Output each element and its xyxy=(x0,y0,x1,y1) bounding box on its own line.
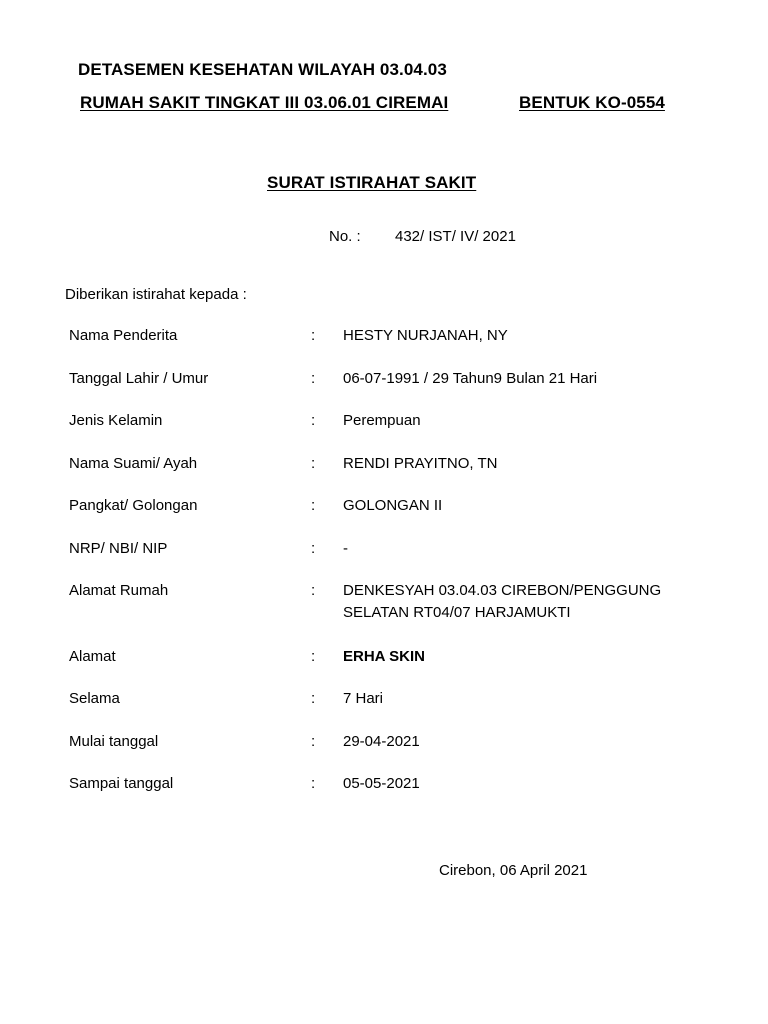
field-label: Tanggal Lahir / Umur xyxy=(69,370,209,387)
field-label: Jenis Kelamin xyxy=(69,412,163,429)
field-value-line2: SELATAN RT04/07 HARJAMUKTI xyxy=(343,604,571,621)
intro-text: Diberikan istirahat kepada : xyxy=(65,286,247,303)
field-value: - xyxy=(343,540,348,557)
field-value: Perempuan xyxy=(343,412,421,429)
document-title: SURAT ISTIRAHAT SAKIT xyxy=(267,173,477,192)
field-label: Alamat Rumah xyxy=(69,582,169,599)
field-colon: : xyxy=(311,497,316,514)
field-row-selama xyxy=(0,688,768,710)
field-row-pangkat-golongan xyxy=(0,495,768,517)
field-colon: : xyxy=(311,582,316,599)
field-row-nama-suami-ayah xyxy=(0,453,768,475)
field-row-nrp-nbi-nip xyxy=(0,538,768,560)
field-value: ERHA SKIN xyxy=(343,648,425,665)
field-value: 06-07-1991 / 29 Tahun9 Bulan 21 Hari xyxy=(343,370,598,387)
field-row-alamat xyxy=(0,646,768,668)
field-colon: : xyxy=(311,733,316,750)
number-label: No. : xyxy=(329,228,361,245)
header-institution: DETASEMEN KESEHATAN WILAYAH 03.04.03 xyxy=(78,60,447,79)
field-value: 05-05-2021 xyxy=(343,775,420,792)
field-label: Mulai tanggal xyxy=(69,733,159,750)
field-label: Selama xyxy=(69,690,120,707)
place-date: Cirebon, 06 April 2021 xyxy=(439,862,588,879)
field-value-line1: DENKESYAH 03.04.03 CIREBON/PENGGUNG xyxy=(343,582,662,599)
field-value: HESTY NURJANAH, NY xyxy=(343,327,508,344)
field-value: RENDI PRAYITNO, TN xyxy=(343,455,498,472)
field-label: Alamat xyxy=(69,648,116,665)
field-label: Sampai tanggal xyxy=(69,775,174,792)
field-row-mulai-tanggal xyxy=(0,731,768,753)
field-label: NRP/ NBI/ NIP xyxy=(69,540,168,557)
field-value: 29-04-2021 xyxy=(343,733,420,750)
field-colon: : xyxy=(311,648,316,665)
field-colon: : xyxy=(311,455,316,472)
field-colon: : xyxy=(311,327,316,344)
field-label: Nama Suami/ Ayah xyxy=(69,455,198,472)
field-colon: : xyxy=(311,775,316,792)
field-row-nama-penderita xyxy=(0,325,768,347)
field-colon: : xyxy=(311,690,316,707)
field-value: 7 Hari xyxy=(343,690,384,707)
field-label: Nama Penderita xyxy=(69,327,178,344)
field-colon: : xyxy=(311,540,316,557)
field-colon: : xyxy=(311,370,316,387)
field-row-tanggal-lahir xyxy=(0,368,768,390)
field-value: GOLONGAN II xyxy=(343,497,443,514)
field-row-sampai-tanggal xyxy=(0,773,768,795)
header-hospital: RUMAH SAKIT TINGKAT III 03.06.01 CIREMAI xyxy=(80,93,449,112)
field-row-alamat-rumah xyxy=(0,580,768,626)
field-row-jenis-kelamin xyxy=(0,410,768,432)
field-colon: : xyxy=(311,412,316,429)
number-value: 432/ IST/ IV/ 2021 xyxy=(395,228,516,245)
header-form-code: BENTUK KO-0554 xyxy=(519,93,665,112)
field-label: Pangkat/ Golongan xyxy=(69,497,198,514)
